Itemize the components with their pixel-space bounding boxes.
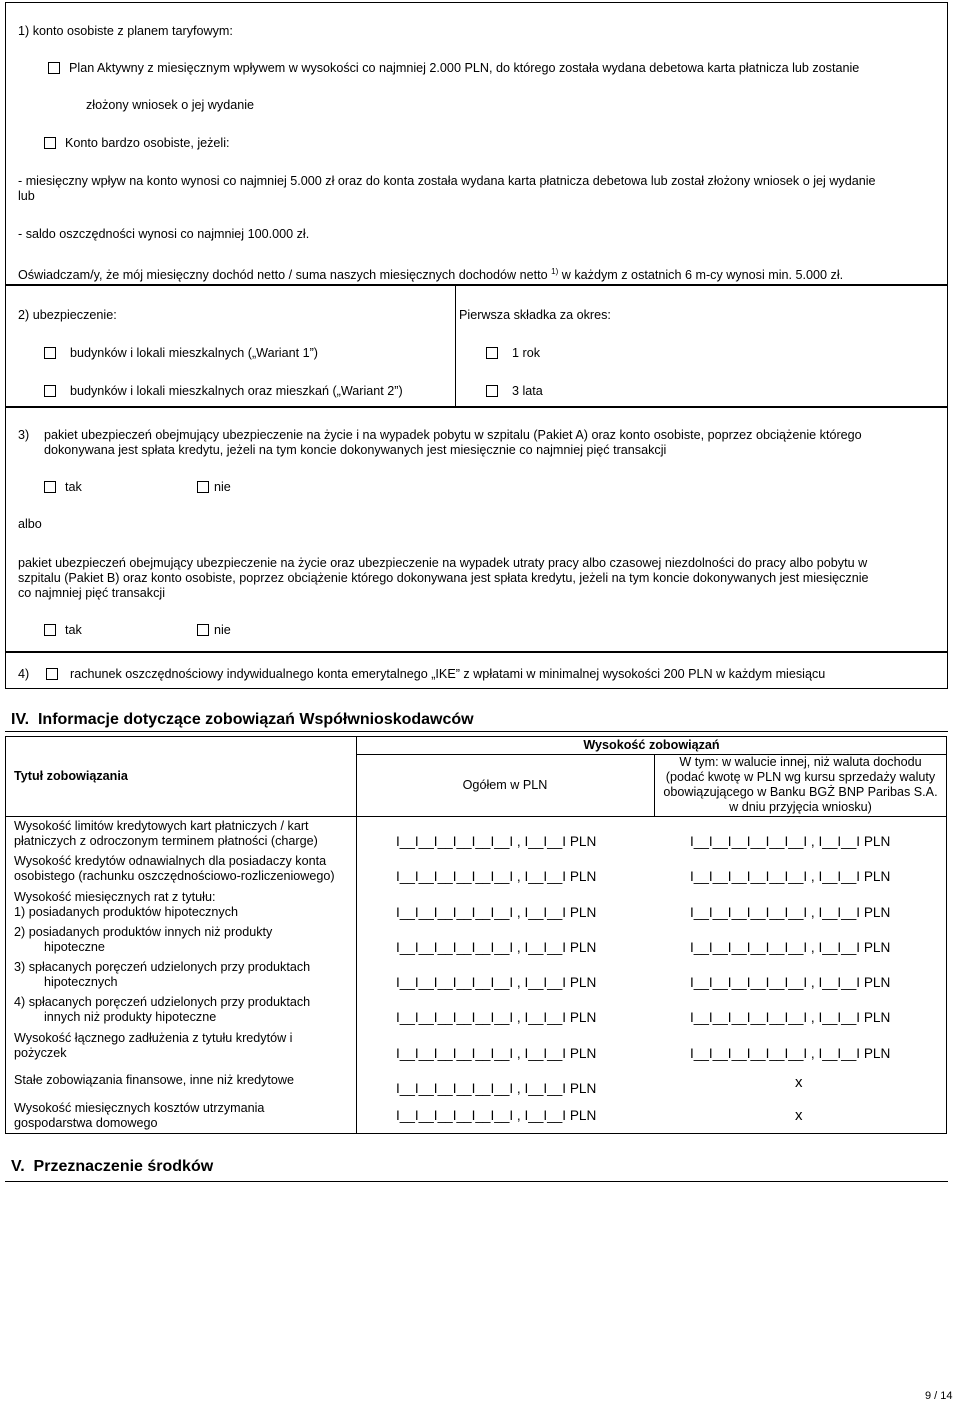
row-3-total-field[interactable]: I__I__I__I__I__I__I , I__I__I PLN xyxy=(396,940,597,955)
package-b-yes-checkbox[interactable] xyxy=(44,624,56,636)
konto-bardzo-osobiste-label: Konto bardzo osobiste, jeżeli: xyxy=(65,136,230,150)
income-declaration-a: Oświadczam/y, że mój miesięczny dochód netto / suma naszych miesięcznych dochodów netto xyxy=(18,268,548,283)
period-3-years-label: 3 lata xyxy=(512,384,543,398)
row-5-title-2: innych niż produkty hipoteczne xyxy=(44,1010,217,1024)
row-2-title-1: Wysokość miesięcznych rat z tytułu: xyxy=(14,890,216,904)
row-2-title-2: 1) posiadanych produktów hipotecznych xyxy=(14,905,239,919)
section-v-title: Przeznaczenie środków xyxy=(33,1158,214,1175)
col-title-header: Tytuł zobowiązania xyxy=(14,769,128,783)
row-5-foreign-field[interactable]: I__I__I__I__I__I__I , I__I__I PLN xyxy=(690,1010,891,1025)
col-foreign-header-4: w dniu przyjęcia wniosku) xyxy=(729,800,872,814)
variant-1-checkbox[interactable] xyxy=(44,347,56,359)
period-1-year-label: 1 rok xyxy=(512,346,540,360)
section-2-divider xyxy=(455,285,456,407)
row-3-foreign-field[interactable]: I__I__I__I__I__I__I , I__I__I PLN xyxy=(690,940,891,955)
condition-2: - saldo oszczędności wynosi co najmniej 100.000 zł. xyxy=(18,227,310,241)
row-1-title-2: osobistego (rachunku oszczędnościowo-rozliczeniowego) xyxy=(14,869,335,883)
condition-1-line-2: lub xyxy=(18,189,35,203)
ike-checkbox[interactable] xyxy=(46,668,58,680)
row-4-foreign-field[interactable]: I__I__I__I__I__I__I , I__I__I PLN xyxy=(690,975,891,990)
row-2-total-field[interactable]: I__I__I__I__I__I__I , I__I__I PLN xyxy=(396,905,597,920)
col-total-header: Ogółem w PLN xyxy=(462,778,548,792)
row-8-title-2: gospodarstwa domowego xyxy=(14,1116,158,1130)
row-6-foreign-field[interactable]: I__I__I__I__I__I__I , I__I__I PLN xyxy=(690,1046,891,1061)
row-7-foreign-x: x xyxy=(795,1074,803,1091)
section-3-number: 3) xyxy=(18,428,30,442)
row-5-total-field[interactable]: I__I__I__I__I__I__I , I__I__I PLN xyxy=(396,1010,597,1025)
table-header-rule xyxy=(5,816,947,817)
section-iv-heading xyxy=(11,711,474,729)
package-b-line-3: co najmniej pięć transakcji xyxy=(18,586,165,600)
col-foreign-header-2: (podać kwotę w PLN wg kursu sprzedaży waluty xyxy=(665,770,936,784)
or-label: albo xyxy=(18,517,42,531)
variant-2-checkbox[interactable] xyxy=(44,385,56,397)
income-declaration xyxy=(18,264,843,283)
package-a-line-2: dokonywana jest spłata kredytu, jeżeli na tym koncie dokonywanych jest miesięcznie co najmniej pięć transakcji xyxy=(44,443,667,457)
row-5-title-1: 4) spłacanych poręczeń udzielonych przy produktach xyxy=(14,995,311,1009)
section-iv-rule xyxy=(5,731,948,732)
condition-1-line-1: - miesięczny wpływ na konto wynosi co najmniej 5.000 zł oraz do konta została wydana karta płatnicza debetowa lub został złożony wniosek o jej wydanie xyxy=(18,174,876,188)
period-3-years-checkbox[interactable] xyxy=(486,385,498,397)
row-7-title-1: Stałe zobowiązania finansowe, inne niż kredytowe xyxy=(14,1073,295,1087)
package-a-no-checkbox[interactable] xyxy=(197,481,209,493)
row-7-total-field[interactable]: I__I__I__I__I__I__I , I__I__I PLN xyxy=(396,1081,597,1096)
variant-1-label: budynków i lokali mieszkalnych („Wariant 1”) xyxy=(70,346,318,360)
page-number: 9 / 14 xyxy=(925,1390,953,1402)
row-3-title-2: hipoteczne xyxy=(44,940,105,954)
row-0-foreign-field[interactable]: I__I__I__I__I__I__I , I__I__I PLN xyxy=(690,834,891,849)
ike-label: rachunek oszczędnościowy indywidualnego konta emerytalnego „IKE” z wpłatami w minimalnej wysokości 200 PLN w każdym miesiącu xyxy=(70,667,826,681)
variant-2-label: budynków i lokali mieszkalnych oraz mieszkań („Wariant 2”) xyxy=(70,384,403,398)
package-a-line-1: pakiet ubezpieczeń obejmujący ubezpieczenie na życie i na wypadek pobytu w szpitalu (Pakiet A) oraz konto osobiste, poprzez obciążenie którego xyxy=(44,428,862,442)
row-4-title-1: 3) spłacanych poręczeń udzielonych przy produktach xyxy=(14,960,311,974)
row-4-title-2: hipotecznych xyxy=(44,975,118,989)
row-1-foreign-field[interactable]: I__I__I__I__I__I__I , I__I__I PLN xyxy=(690,869,891,884)
package-b-line-1: pakiet ubezpieczeń obejmujący ubezpieczenie na życie oraz ubezpieczenie na wypadek utraty pracy albo czasowej niezdolności do pracy albo pobytu w xyxy=(18,556,868,570)
col-foreign-header-3: obowiązującego w Banku BGŻ BNP Paribas S.A. xyxy=(663,785,938,799)
row-4-total-field[interactable]: I__I__I__I__I__I__I , I__I__I PLN xyxy=(396,975,597,990)
row-8-total-field[interactable]: I__I__I__I__I__I__I , I__I__I PLN xyxy=(396,1108,597,1123)
plan-aktywny-checkbox[interactable] xyxy=(48,62,60,74)
section-iv-title: Informacje dotyczące zobowiązań Współwnioskodawców xyxy=(37,711,474,728)
package-a-no-label: nie xyxy=(214,480,231,494)
row-8-foreign-x: x xyxy=(795,1107,803,1124)
package-b-yes-label: tak xyxy=(65,623,82,637)
package-b-no-label: nie xyxy=(214,623,231,637)
plan-aktywny-label-2: złożony wniosek o jej wydanie xyxy=(86,98,255,112)
package-b-line-2: szpitalu (Pakiet B) oraz konto osobiste, poprzez obciążenie którego dokonywana jest spłata kredytu, jeżeli na tym koncie dokonywanych jest miesięcznie xyxy=(18,571,869,585)
footnote-ref: 1) xyxy=(551,267,559,276)
income-declaration-b: w każdym z ostatnich 6 m-cy wynosi min. 5.000 zł. xyxy=(561,268,844,283)
row-2-foreign-field[interactable]: I__I__I__I__I__I__I , I__I__I PLN xyxy=(690,905,891,920)
col-foreign-header-1: W tym: w walucie innej, niż waluta dochodu xyxy=(679,755,922,769)
col-amount-header: Wysokość zobowiązań xyxy=(583,738,720,752)
row-8-title-1: Wysokość miesięcznych kosztów utrzymania xyxy=(14,1101,265,1115)
row-1-total-field[interactable]: I__I__I__I__I__I__I , I__I__I PLN xyxy=(396,869,597,884)
period-1-year-checkbox[interactable] xyxy=(486,347,498,359)
section-v-rule xyxy=(5,1181,948,1182)
package-b-no-checkbox[interactable] xyxy=(197,624,209,636)
premium-period-heading: Pierwsza składka za okres: xyxy=(459,308,611,322)
section-iv-roman: IV. xyxy=(11,711,30,728)
row-0-title-1: Wysokość limitów kredytowych kart płatniczych / kart xyxy=(14,819,309,833)
row-1-title-1: Wysokość kredytów odnawialnych dla posiadaczy konta xyxy=(14,854,327,868)
row-6-total-field[interactable]: I__I__I__I__I__I__I , I__I__I PLN xyxy=(396,1046,597,1061)
section-4-number: 4) xyxy=(18,667,30,681)
package-a-yes-checkbox[interactable] xyxy=(44,481,56,493)
package-a-yes-label: tak xyxy=(65,480,82,494)
section-v-heading xyxy=(11,1158,213,1176)
plan-aktywny-label-1: Plan Aktywny z miesięcznym wpływem w wysokości co najmniej 2.000 PLN, do którego została wydana debetowa karta płatnicza lub zostanie xyxy=(69,61,860,75)
konto-bardzo-osobiste-checkbox[interactable] xyxy=(44,137,56,149)
row-6-title-1: Wysokość łącznego zadłużenia z tytułu kredytów i xyxy=(14,1031,293,1045)
section-v-roman: V. xyxy=(11,1158,25,1175)
row-3-title-1: 2) posiadanych produktów innych niż produkty xyxy=(14,925,273,939)
row-0-title-2: płatniczych z odroczonym terminem płatności (charge) xyxy=(14,834,318,848)
insurance-heading: 2) ubezpieczenie: xyxy=(18,308,117,322)
row-6-title-2: pożyczek xyxy=(14,1046,67,1060)
section-1-heading: 1) konto osobiste z planem taryfowym: xyxy=(18,24,233,38)
row-0-total-field[interactable]: I__I__I__I__I__I__I , I__I__I PLN xyxy=(396,834,597,849)
table-col-divider-1 xyxy=(356,736,357,1134)
